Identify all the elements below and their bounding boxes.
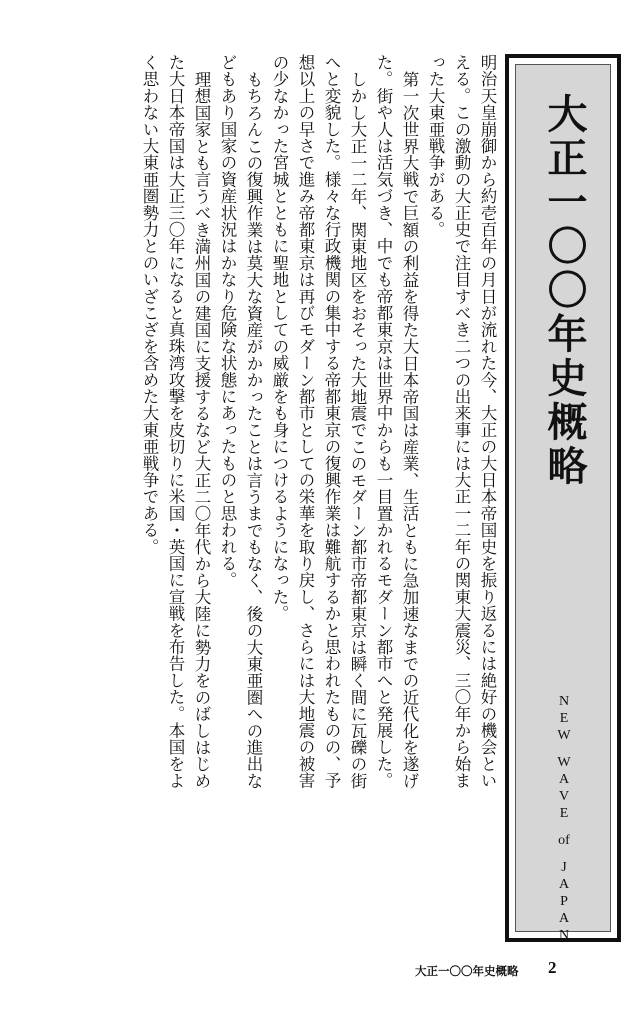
subtitle-letter: A — [558, 772, 570, 787]
subtitle-gap — [552, 822, 576, 832]
title-panel — [505, 54, 621, 942]
subtitle-gap — [552, 744, 576, 754]
subtitle-gap — [552, 849, 576, 859]
page-title: 大正一〇〇年史概略 — [541, 93, 587, 489]
subtitle-letter: W — [557, 728, 571, 743]
subtitle-letter: J — [561, 860, 567, 875]
subtitle-letter: A — [558, 911, 570, 926]
subtitle-letter: E — [559, 806, 569, 821]
subtitle-letter: N — [558, 694, 570, 709]
subtitle-letter: V — [558, 789, 570, 804]
subtitle-letter: P — [560, 894, 568, 909]
subtitle-letter: N — [558, 928, 570, 943]
subtitle-letter: A — [558, 877, 570, 892]
page-number: 2 — [548, 958, 557, 977]
subtitle-letter: E — [559, 711, 569, 726]
paragraph-4: もちろんこの復興作業は莫大な資産がかかったことは言うまでもなく、後の大東亜圏への進出などもあり国家の資産状況はかなり危険な状態にあったものと思われる。 — [218, 54, 263, 789]
running-footer-title: 大正一〇〇年史概略 — [415, 964, 519, 978]
paragraph-1: 明治天皇崩御から約壱百年の月日が流れた今、大正の大日本帝国史を振り返るには絶好の機会といえる。この激動の大正史で注目すべき二つの出来事には大正一二年の関東大震災、三〇年から始まった大東亜戦争がある。 — [426, 54, 497, 789]
subtitle-letter: W — [557, 755, 571, 770]
paragraph-2: 第一次世界大戦で巨額の利益を得た大日本帝国は産業、生活ともに急加速なまでの近代化を遂げた。街や人は活気づき、中でも帝都東京は世界中からも一目置かれるモダーン都市へと発展した。 — [374, 54, 419, 789]
subtitle-new-wave-of-japan — [552, 693, 576, 944]
paragraph-5: 理想国家とも言うべき満州国の建国に支援するなど大正二〇年代から大陸に勢力をのばしはじめた大日本帝国は大正三〇年になると真珠湾攻撃を皮切りに米国・英国に宣戦を布告した。本国をよく思わない大東亜圏勢力とのいざこざを含めた大東亜戦争である。 — [140, 54, 211, 789]
title-panel-inner — [515, 64, 611, 943]
body-text — [66, 54, 500, 789]
subtitle-word: of — [558, 833, 570, 848]
paragraph-3: しかし大正一二年、関東地区をおそった大地震でこのモダーン都市帝都東京は瞬く間に瓦礫の街へと変貌した。様々な行政機関の集中する帝都東京の復興作業は難航するかと思われたものの、予想以上の早さで進み帝都東京は再びモダーン都市としての栄華を取り戻し、さらには大地震の被害の少なかった宮城とともに聖地としての威厳をも身につけるようになった。 — [270, 54, 367, 789]
